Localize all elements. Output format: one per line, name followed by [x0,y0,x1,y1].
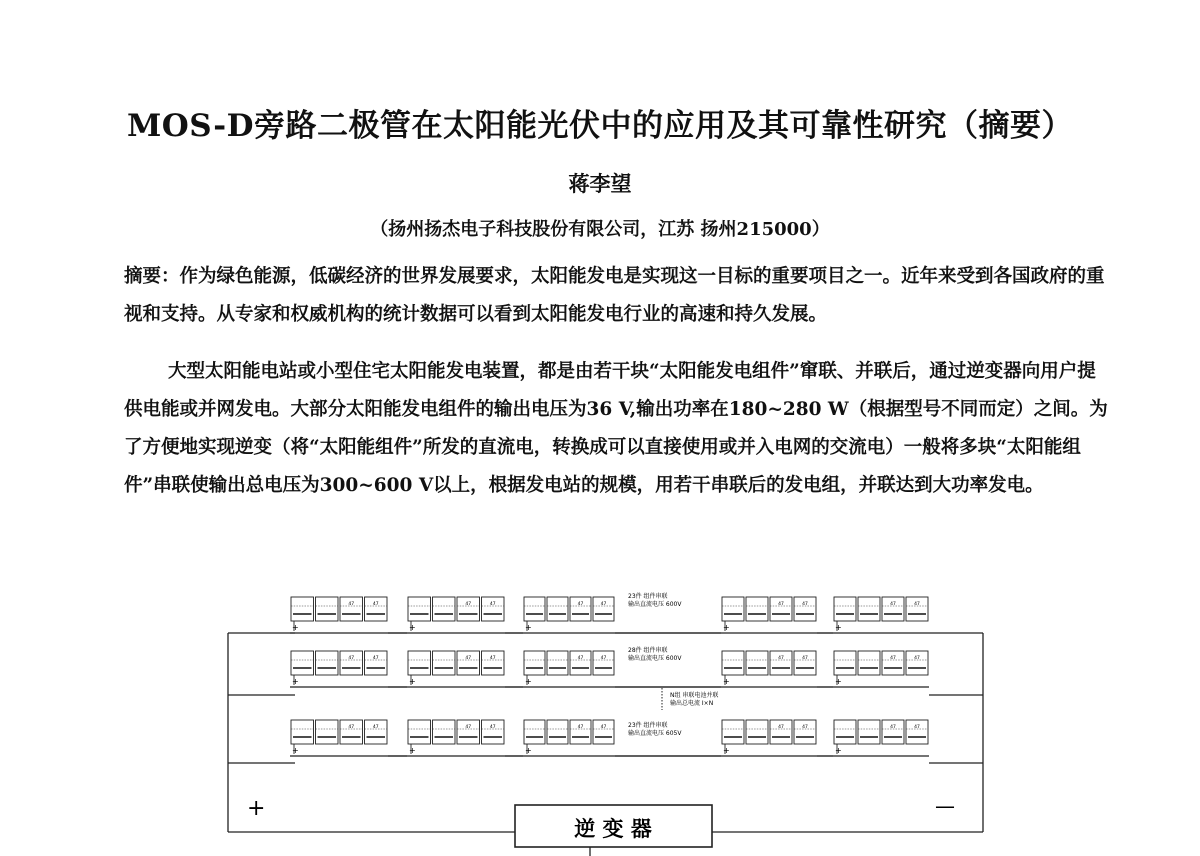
module-group [524,720,721,756]
abstract-label: 摘要： [124,266,180,287]
svg-text:47: 47 [489,602,496,607]
abstract-paragraph-1 [124,258,1108,334]
module-group [408,720,523,756]
abstract-paragraph-2 [124,353,1108,505]
svg-text:+: + [723,746,730,755]
author-name: 蒋李望 [568,171,632,196]
module-group [834,720,928,755]
svg-text:输出直流电压 605V: 输出直流电压 605V [628,730,682,737]
pv-array-diagram [215,585,990,856]
svg-text:+: + [525,746,532,755]
svg-text:+: + [835,746,842,755]
module-group [834,651,928,686]
svg-text:47: 47 [348,656,355,661]
svg-text:输出总电流 I×N: 输出总电流 I×N [670,700,714,707]
svg-text:+: + [723,623,730,632]
affiliation: （扬州扬杰电子科技股份有限公司，江苏 扬州215000） [370,219,830,240]
module-group [524,597,721,633]
svg-text:47: 47 [914,602,920,607]
svg-text:输出直流电压 600V: 输出直流电压 600V [628,601,682,608]
svg-text:47: 47 [372,656,379,661]
svg-text:47: 47 [778,656,784,661]
module-group [722,597,833,633]
svg-text:47: 47 [465,725,472,730]
svg-text:28件 组件串联: 28件 组件串联 [628,647,668,654]
row-label-1 [628,592,682,608]
svg-text:47: 47 [914,656,920,661]
svg-text:+: + [292,677,299,686]
module-group [408,597,523,633]
abstract-text-1: 作为绿色能源，低碳经济的世界发展要求，太阳能发电是实现这一目标的重要项目之一。近年来受到各国政府的重视和支持。从专家和权威机构的统计数据可以看到太阳能发电行业的高速和持久发展。 [124,266,1105,325]
svg-text:+: + [292,623,299,632]
svg-text:47: 47 [372,725,379,730]
middle-parallel-label [662,688,718,710]
row-label-2 [628,646,682,662]
svg-text:+: + [409,623,416,632]
svg-text:47: 47 [577,656,584,661]
svg-text:47: 47 [890,725,896,730]
positive-terminal: + [247,796,266,821]
svg-text:47: 47 [489,656,496,661]
row-label-3 [628,721,682,737]
svg-text:+: + [835,677,842,686]
svg-text:47: 47 [802,725,808,730]
svg-text:47: 47 [890,656,896,661]
svg-text:+: + [409,746,416,755]
svg-text:47: 47 [348,725,355,730]
svg-text:23件 组件串联: 23件 组件串联 [628,593,668,600]
svg-text:47: 47 [372,602,379,607]
svg-text:N组 串联电池并联: N组 串联电池并联 [670,692,719,699]
negative-terminal: — [935,794,955,818]
svg-text:+: + [292,746,299,755]
module-group [408,651,523,687]
svg-text:47: 47 [465,602,472,607]
svg-text:47: 47 [802,602,808,607]
svg-text:+: + [723,677,730,686]
module-group [722,720,833,756]
svg-text:输出直流电压 600V: 输出直流电压 600V [628,655,682,662]
svg-text:+: + [525,677,532,686]
svg-text:47: 47 [465,656,472,661]
solar-module-groups [290,597,929,756]
svg-text:47: 47 [802,656,808,661]
svg-text:47: 47 [577,725,584,730]
svg-text:47: 47 [890,602,896,607]
svg-text:47: 47 [600,656,607,661]
module-group [291,597,407,633]
svg-text:47: 47 [600,602,607,607]
module-group [291,651,407,687]
svg-text:+: + [409,677,416,686]
svg-text:47: 47 [778,725,784,730]
svg-text:23件 组件串联: 23件 组件串联 [628,722,668,729]
svg-text:47: 47 [778,602,784,607]
svg-text:47: 47 [914,725,920,730]
svg-text:47: 47 [577,602,584,607]
module-group [834,597,928,632]
paper-title: MOS-D旁路二极管在太阳能光伏中的应用及其可靠性研究（摘要） [126,108,1074,144]
svg-text:47: 47 [489,725,496,730]
abstract-text-2: 大型太阳能电站或小型住宅太阳能发电装置，都是由若干块“太阳能发电组件”窜联、并联后，通过逆变器向用户提供电能或并网发电。大部分太阳能发电组件的输出电压为36 V,输出功率在180~280 W（根据型号不同而定）之间。为了方便地实现逆变（将“太阳能组件”所发的直流电，转换成可以直接使用或并入电网的交流电）一般将多块“太阳能组件”串联使输出总电压为300~600 V以上，根据发电站的规模，用若干串联后的发电组，并联达到大功率发电。 [124,361,1108,496]
module-group [291,720,407,756]
svg-text:+: + [525,623,532,632]
inverter-label: 逆 变 器 [574,816,652,841]
svg-text:47: 47 [348,602,355,607]
svg-text:+: + [835,623,842,632]
module-group [524,651,721,687]
svg-text:47: 47 [600,725,607,730]
module-group [722,651,833,687]
